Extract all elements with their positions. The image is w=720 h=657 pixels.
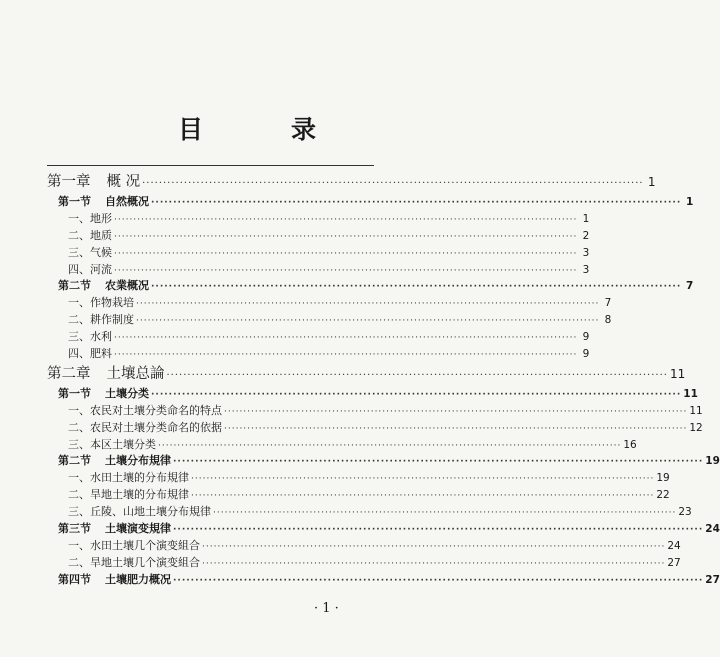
toc-entry-title: 概 况 — [106, 174, 141, 190]
toc-entry-number: 二、 — [68, 488, 90, 502]
toc-entry-page: 7 — [604, 297, 612, 310]
toc-entry-number: 三、 — [68, 330, 90, 344]
dot-leader: ························································································································ — [151, 282, 682, 293]
toc-entry-number: 第二节 — [58, 279, 91, 293]
toc-entry-label — [47, 295, 134, 312]
toc-entry-title: 自然概况 — [105, 195, 149, 208]
toc-entry-title: 本区土壤分类 — [90, 437, 156, 451]
title-char-1: 目 — [177, 115, 247, 144]
toc-entry-title: 水田土壤的分布規律 — [90, 471, 189, 485]
toc-entry-page: 2 — [582, 229, 590, 242]
toc-entry-label — [47, 386, 149, 403]
table-of-contents — [47, 171, 720, 589]
toc-entry-page: 3 — [582, 263, 590, 276]
toc-entry-number: 二、 — [68, 555, 90, 569]
toc-section[interactable] — [47, 194, 694, 211]
toc-entry-label — [47, 211, 112, 228]
toc-item[interactable] — [47, 555, 681, 572]
toc-entry-page: 23 — [678, 506, 692, 519]
toc-entry-label — [47, 228, 112, 245]
toc-entry-label — [47, 312, 134, 329]
toc-entry-label — [47, 171, 140, 194]
toc-entry-page: 1 — [647, 175, 656, 189]
toc-item[interactable] — [47, 403, 703, 420]
dot-leader: ························································································································ — [142, 178, 644, 189]
dot-leader: ························································································································ — [173, 525, 704, 536]
toc-entry-title: 农民对土壤分类命名的特点 — [90, 403, 222, 417]
dot-leader: ························································································································ — [191, 491, 655, 502]
toc-entry-page: 24 — [705, 523, 720, 536]
toc-entry-title: 气候 — [90, 245, 112, 259]
toc-entry-number: 三、 — [68, 437, 90, 451]
toc-entry-page: 7 — [685, 280, 694, 293]
toc-entry-page: 9 — [582, 331, 590, 344]
toc-entry-number: 四、 — [68, 347, 90, 361]
toc-entry-title: 丘陵、山地土壤分布規律 — [90, 505, 211, 519]
page-title — [0, 110, 450, 146]
dot-leader: ························································································································ — [114, 265, 578, 276]
toc-item[interactable] — [47, 211, 590, 228]
toc-item[interactable] — [47, 420, 703, 437]
toc-entry-number: 第三节 — [58, 522, 91, 536]
toc-entry-number: 第四节 — [58, 572, 91, 586]
toc-entry-label — [47, 346, 112, 363]
toc-entry-label — [47, 538, 200, 555]
toc-item[interactable] — [47, 437, 637, 454]
toc-entry-number: 一、 — [68, 403, 90, 417]
toc-entry-label — [47, 262, 112, 279]
toc-entry-title: 农民对土壤分类命名的依据 — [90, 420, 222, 434]
toc-section[interactable] — [47, 453, 720, 470]
toc-entry-label — [47, 437, 156, 454]
toc-item[interactable] — [47, 487, 670, 504]
toc-entry-page: 1 — [685, 196, 694, 208]
toc-entry-number: 第二节 — [58, 454, 91, 468]
toc-entry-label — [47, 453, 171, 470]
toc-entry-page: 1 — [582, 212, 590, 225]
title-divider — [47, 165, 374, 166]
toc-entry-title: 耕作制度 — [90, 313, 134, 327]
toc-entry-title: 农業概况 — [105, 279, 149, 293]
dot-leader: ························································································································ — [191, 474, 655, 485]
toc-item[interactable] — [47, 329, 590, 346]
toc-entry-label — [47, 403, 222, 420]
toc-entry-page: 22 — [656, 489, 670, 502]
toc-item[interactable] — [47, 245, 590, 262]
dot-leader: ························································································································ — [151, 389, 682, 400]
toc-item[interactable] — [47, 504, 692, 521]
toc-entry-label — [47, 363, 165, 386]
toc-section[interactable] — [47, 278, 694, 295]
dot-leader: ························································································································ — [114, 231, 578, 242]
toc-entry-number: 二、 — [68, 228, 90, 242]
toc-entry-number: 第一章 — [47, 174, 91, 190]
toc-section[interactable] — [47, 572, 720, 589]
toc-entry-page: 11 — [689, 404, 703, 417]
toc-entry-number: 二、 — [68, 313, 90, 327]
toc-entry-page: 3 — [582, 246, 590, 259]
toc-entry-number: 四、 — [68, 262, 90, 276]
toc-entry-page: 8 — [604, 314, 612, 327]
toc-entry-title: 肥料 — [90, 347, 112, 361]
dot-leader: ························································································································ — [202, 541, 666, 552]
toc-entry-page: 11 — [683, 387, 698, 400]
toc-entry-label — [47, 329, 112, 346]
toc-entry-label — [47, 555, 200, 572]
dot-leader: ························································································································ — [136, 316, 600, 327]
toc-item[interactable] — [47, 346, 590, 363]
toc-item[interactable] — [47, 312, 612, 329]
toc-item[interactable] — [47, 295, 612, 312]
toc-entry-label — [47, 572, 171, 589]
toc-entry-number: 一、 — [68, 211, 90, 225]
toc-entry-number: 三、 — [68, 505, 90, 519]
toc-entry-label — [47, 504, 211, 521]
dot-leader: ························································································································ — [213, 508, 677, 519]
toc-entry-number: 一、 — [68, 471, 90, 485]
toc-entry-title: 土壤分类 — [105, 386, 149, 400]
toc-entry-number: 三、 — [68, 245, 90, 259]
page-number: · 1 · — [314, 601, 339, 616]
toc-entry-title: 水田土壤几个演变組合 — [90, 538, 200, 552]
dot-leader: ························································································································ — [166, 369, 668, 381]
dot-leader: ························································································································ — [224, 406, 688, 417]
toc-entry-page: 9 — [582, 348, 590, 361]
toc-entry-title: 土壤演变規律 — [105, 522, 171, 536]
toc-chapter[interactable] — [47, 363, 686, 386]
dot-leader: ························································································································ — [173, 457, 704, 468]
toc-entry-label — [47, 278, 149, 295]
toc-section[interactable] — [47, 386, 698, 403]
toc-entry-page: 27 — [705, 573, 720, 586]
toc-item[interactable] — [47, 228, 590, 245]
dot-leader: ························································································································ — [114, 333, 578, 344]
toc-entry-title: 旱地土壤的分布規律 — [90, 488, 189, 502]
toc-entry-number: 第二章 — [47, 365, 91, 382]
toc-entry-label — [47, 487, 189, 504]
toc-entry-page: 24 — [667, 539, 681, 552]
toc-entry-title: 河流 — [90, 262, 112, 276]
dot-leader: ························································································································ — [173, 575, 704, 586]
toc-item[interactable] — [47, 262, 590, 279]
toc-item[interactable] — [47, 470, 670, 487]
title-char-2: 录 — [291, 115, 361, 144]
toc-entry-title: 旱地土壤几个演变組合 — [90, 555, 200, 569]
toc-entry-title: 土壤总論 — [106, 365, 165, 382]
toc-entry-label — [47, 420, 222, 437]
toc-entry-number: 第一节 — [58, 195, 91, 208]
toc-entry-title: 地形 — [90, 211, 112, 225]
toc-entry-page: 16 — [623, 438, 637, 451]
toc-item[interactable] — [47, 538, 681, 555]
toc-entry-page: 12 — [689, 421, 703, 434]
toc-entry-number: 二、 — [68, 420, 90, 434]
toc-entry-title: 土壤分布規律 — [105, 454, 171, 468]
dot-leader: ························································································································ — [202, 558, 666, 569]
toc-entry-title: 土壤肥力概况 — [105, 572, 171, 586]
toc-entry-number: 一、 — [68, 538, 90, 552]
toc-entry-number: 第一节 — [58, 386, 91, 400]
toc-section[interactable] — [47, 521, 720, 538]
toc-entry-page: 27 — [667, 556, 681, 569]
toc-chapter[interactable] — [47, 171, 656, 194]
toc-entry-label — [47, 521, 171, 538]
dot-leader: ························································································································ — [224, 423, 688, 434]
toc-entry-label — [47, 245, 112, 262]
dot-leader: ························································································································ — [114, 214, 578, 225]
dot-leader: ························································································································ — [151, 198, 682, 208]
toc-entry-page: 11 — [669, 366, 686, 381]
toc-entry-title: 地质 — [90, 228, 112, 242]
toc-entry-page: 19 — [656, 472, 670, 485]
toc-entry-number: 一、 — [68, 296, 90, 310]
toc-entry-label — [47, 470, 189, 487]
toc-entry-page: 19 — [705, 455, 720, 468]
dot-leader: ························································································································ — [114, 350, 578, 361]
toc-entry-label — [47, 194, 149, 211]
dot-leader: ························································································································ — [158, 440, 622, 451]
toc-entry-title: 水利 — [90, 330, 112, 344]
dot-leader: ························································································································ — [136, 299, 600, 310]
toc-entry-title: 作物栽培 — [90, 296, 134, 310]
dot-leader: ························································································································ — [114, 248, 578, 259]
